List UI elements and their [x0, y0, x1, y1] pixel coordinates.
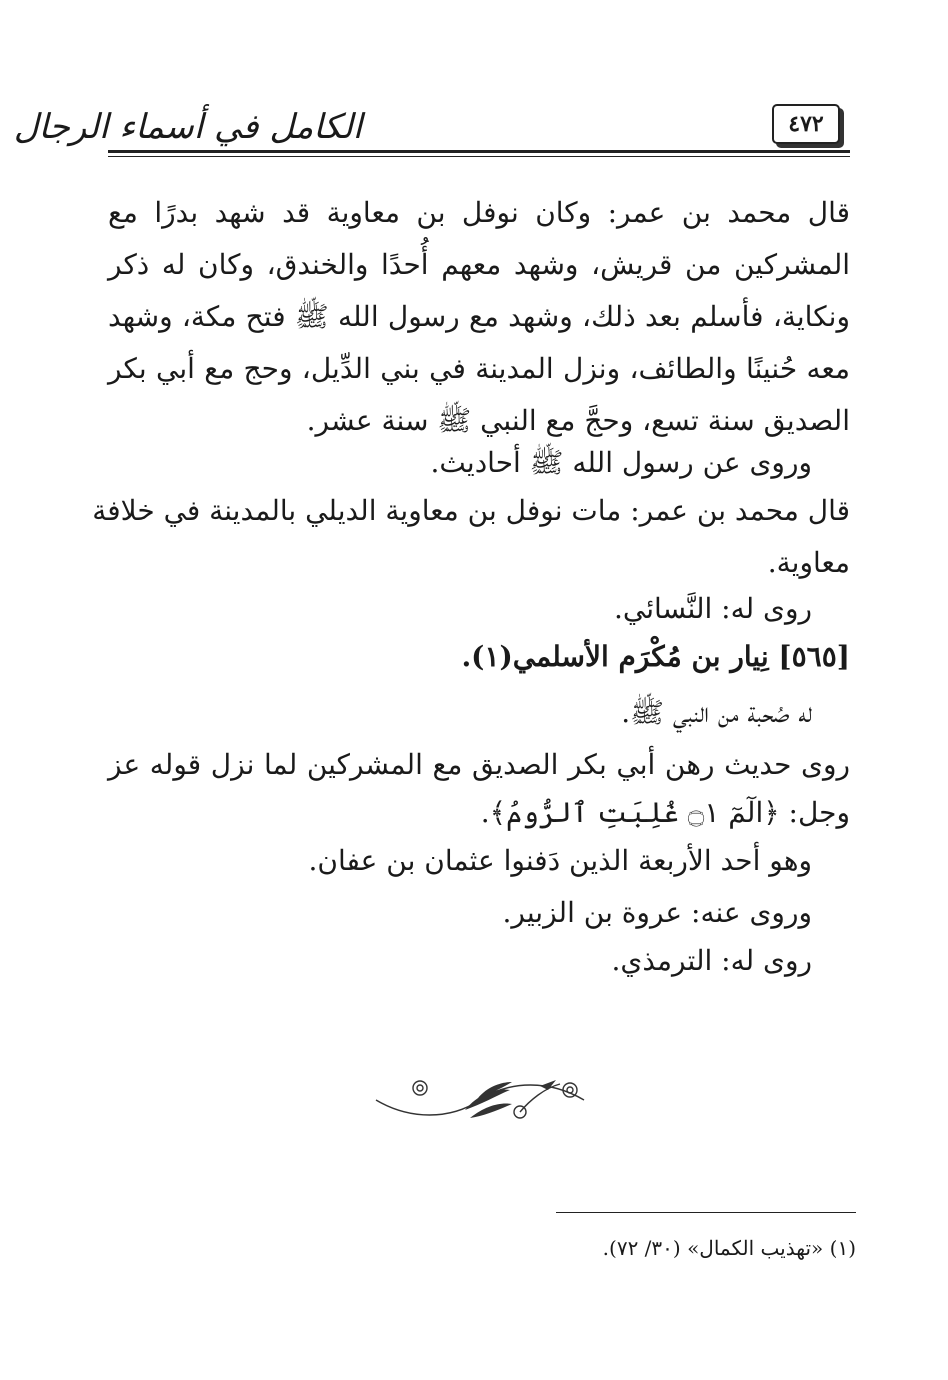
text-line: وهو أحد الأربعة الذين دَفنوا عثمان بن عفان. [308, 844, 812, 877]
text-line: قال محمد بن عمر: مات نوفل بن معاوية الديلي بالمدينة في خلافة [92, 494, 850, 527]
header-rule-thick [108, 150, 850, 153]
footnote-rule [556, 1212, 856, 1213]
page-number: ٤٧٢ [772, 104, 840, 144]
book-title: الكامل في أسماء الرجال [13, 107, 363, 147]
text-line: قال محمد بن عمر: وكان نوفل بن معاوية قد شهد بدرًا مع [108, 196, 850, 229]
quran-verse-line: وجل: ﴿الٓمٓ ۝١ غُلِبَتِ ٱلرُّومُ﴾. [480, 796, 850, 829]
text-line: وروى عنه: عروة بن الزبير. [502, 896, 812, 929]
text-line: وروى عن رسول الله ﷺ أحاديث. [430, 446, 812, 479]
text-line: الصديق سنة تسع، وحجَّ مع النبي ﷺ سنة عشر. [306, 404, 850, 437]
text-line: له صُحبة من النبي ﷺ. [621, 696, 812, 729]
footnote: (١) «تهذيب الكمال» (٣٠/ ٧٢). [602, 1236, 856, 1260]
text-line: معه حُنينًا والطائف، ونزل المدينة في بني الدِّيل، وحج مع أبي بكر [108, 352, 851, 385]
text-line: روى له: الترمذي. [611, 944, 812, 977]
text-line: روى له: النَّسائي. [613, 592, 812, 625]
text-line: روى حديث رهن أبي بكر الصديق مع المشركين لما نزل قوله عز [108, 748, 850, 781]
text-line: ونكاية، فأسلم بعد ذلك، وشهد مع رسول الله ﷺ فتح مكة، وشهد [108, 300, 850, 333]
text-line: معاوية. [767, 546, 850, 579]
text-line: المشركين من قريش، وشهد معهم أُحدًا والخندق، وكان له ذكر [108, 248, 850, 281]
ornament-divider-icon [370, 1070, 590, 1130]
header-rule-thin [108, 156, 850, 157]
entry-heading: [٥٦٥] نِيار بن مُكْرَم الأسلمي(١). [461, 640, 850, 673]
